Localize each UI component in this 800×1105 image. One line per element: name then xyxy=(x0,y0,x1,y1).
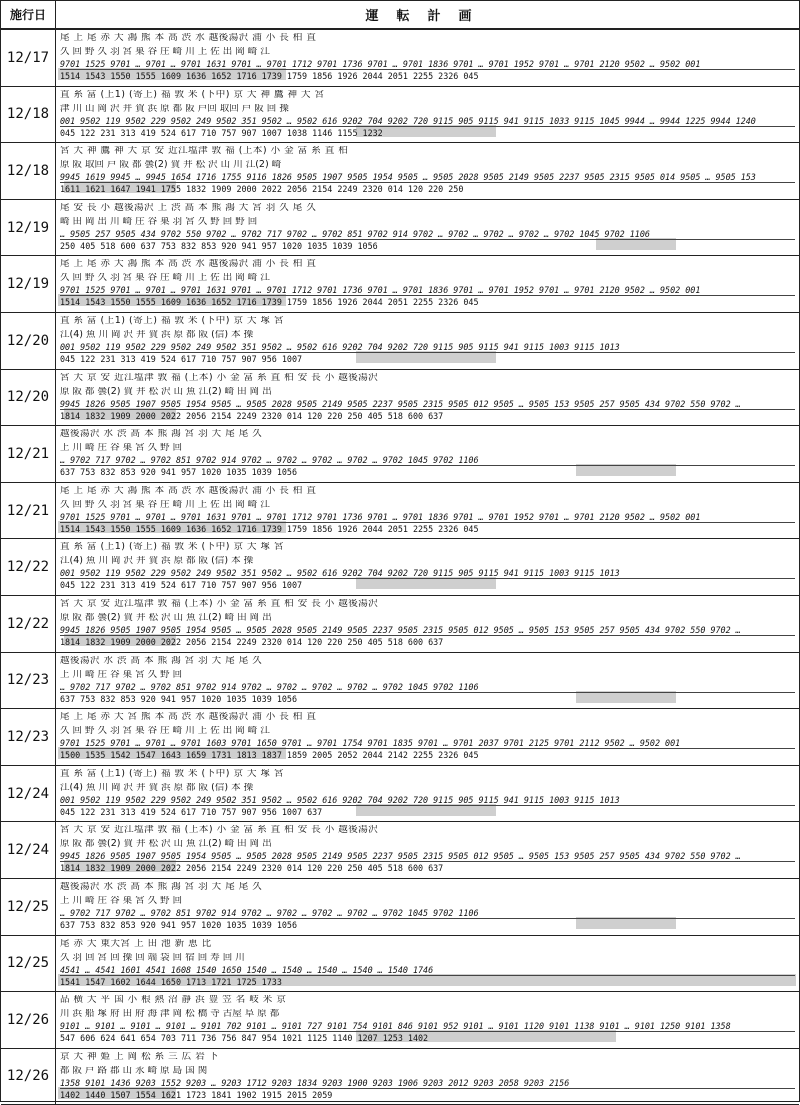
station-subnames: 江(4) 魚 川 岡 沢 井 賀 浜 原 都 阪 (信) 本 操 xyxy=(60,329,254,340)
date-cell: 12/17 xyxy=(1,30,56,86)
date-cell: 12/20 xyxy=(1,313,56,369)
times: 1514 1543 1550 1555 1609 1636 1652 1716 1739 1759 1856 1926 2044 2051 2255 2326 045 xyxy=(60,523,479,534)
date-cell: 12/26 xyxy=(1,992,56,1048)
plan-cell xyxy=(56,483,799,539)
schedule-row xyxy=(1,313,799,370)
station-names: 品 横 大 平 国 小 根 熱 沼 静 浜 豊 笠 名 岐 米 京 xyxy=(60,995,287,1006)
train-numbers: 001 9502 119 9502 229 9502 249 9502 351 9502 … 9502 616 9202 704 9202 720 9115 905 9115 941 9115 1003 9115 1013 xyxy=(60,342,795,353)
date-cell: 12/20 xyxy=(1,370,56,426)
station-subnames: 上 川 崎 庄 谷 巣 宮 久 野 回 xyxy=(60,895,183,906)
plan-cell xyxy=(56,256,799,312)
schedule-row xyxy=(1,822,799,879)
station-subnames: 原 阪 取回 戸 阪 都 曇(2) 賀 井 松 沢 山 川 江(2) 崎 xyxy=(60,160,282,171)
plan-cell xyxy=(56,143,799,199)
date-cell: 12/19 xyxy=(1,256,56,312)
page-title: 運転計画 xyxy=(365,9,490,24)
plan-cell xyxy=(56,936,799,992)
station-names: 直 糸 富 (上1) (寄上) 福 敦 米 (下中) 京 大 塚 宮 xyxy=(60,542,285,553)
schedule-row xyxy=(1,709,799,766)
times: 1514 1543 1550 1555 1609 1636 1652 1716 1739 1759 1856 1926 2044 2051 2255 2326 045 xyxy=(60,297,479,308)
times: 1402 1440 1507 1554 1621 1723 1841 1902 1915 2015 2059 xyxy=(60,1089,333,1100)
schedule-rows xyxy=(1,30,799,1105)
times: 045 122 231 313 419 524 617 710 757 907 1007 1038 1146 1155 1232 xyxy=(60,127,383,138)
times: 637 753 832 853 920 941 957 1020 1035 1039 1056 xyxy=(60,919,297,930)
train-numbers: 9945 1619 9945 … 9945 1654 1716 1755 9116 1826 9505 1907 9505 1954 9505 … 9505 2028 9505 2149 9505 2237 9505 2315 9505 014 9505 … 9505 153 xyxy=(60,172,795,183)
train-numbers: 9945 1826 9505 1907 9505 1954 9505 … 9505 2028 9505 2149 9505 2237 9505 2315 9505 012 9505 … 9505 153 9505 257 9505 434 9702 550 9702 … xyxy=(60,399,795,410)
station-subnames: 津 川 山 岡 沢 井 賀 浜 原 都 阪 戸回 取回 戸 阪 回 操 xyxy=(60,103,289,114)
date-cell: 12/24 xyxy=(1,766,56,822)
date-cell: 12/25 xyxy=(1,879,56,935)
plan-cell xyxy=(56,313,799,369)
date-cell: 12/22 xyxy=(1,596,56,652)
times: 045 122 231 313 419 524 617 710 757 907 956 1007 637 xyxy=(60,806,323,817)
station-subnames: 久 回 野 久 羽 宮 巣 谷 庄 崎 川 上 佐 出 岡 崎 江 xyxy=(60,273,270,284)
station-names: 宮 大 京 安 近江塩津 敦 福 (上本) 小 金 富 糸 直 柏 安 長 小 越後湯沢 xyxy=(60,825,379,836)
date-cell: 12/26 xyxy=(1,1049,56,1105)
plan-cell xyxy=(56,539,799,595)
station-subnames: 久 回 野 久 羽 宮 巣 谷 庄 崎 川 上 佐 出 岡 崎 江 xyxy=(60,726,270,737)
times: 250 405 518 600 637 753 832 853 920 941 957 1020 1035 1039 1056 xyxy=(60,240,378,251)
plan-cell xyxy=(56,992,799,1048)
train-numbers: 9701 1525 9701 … 9701 … 9701 1631 9701 … 9701 1712 9701 1736 9701 … 9701 1836 9701 … 9701 1952 9701 … 9701 2120 9502 … 9502 001 xyxy=(60,285,795,296)
schedule-row xyxy=(1,596,799,653)
station-names: 宮 大 京 安 近江塩津 敦 福 (上本) 小 金 富 糸 直 柏 安 長 小 越後湯沢 xyxy=(60,598,379,609)
station-names: 尾 上 尾 赤 大 鴻 熊 本 高 渋 水 越後湯沢 浦 小 長 柏 直 xyxy=(60,33,317,43)
train-numbers: … 9702 717 9702 … 9702 851 9702 914 9702 … 9702 … 9702 … 9702 … 9702 1045 9702 1106 xyxy=(60,682,795,693)
times: 1611 1621 1647 1941 1755 1832 1909 2000 2022 2056 2154 2249 2320 014 120 220 250 xyxy=(60,184,464,195)
station-names: 越後湯沢 水 渋 高 本 熊 鴻 宮 羽 大 尾 尾 久 xyxy=(60,655,263,666)
station-names: 尾 上 尾 赤 大 宮 熊 本 高 渋 水 越後湯沢 浦 小 長 柏 直 xyxy=(60,712,317,723)
train-numbers: 9701 1525 9701 … 9701 … 9701 1603 9701 1650 9701 … 9701 1754 9701 1835 9701 … 9701 2037 9701 2125 9701 2112 9502 … 9502 001 xyxy=(60,738,795,749)
station-subnames: 原 阪 都 曇(2) 賀 井 松 沢 山 魚 江(2) 崎 田 岡 出 xyxy=(60,839,272,850)
station-names: 尾 赤 大 東大宮 上 田 池 新 恵 比 xyxy=(60,938,212,949)
date-cell: 12/21 xyxy=(1,426,56,482)
schedule-row xyxy=(1,30,799,87)
station-names: 越後湯沢 水 渋 高 本 熊 鴻 宮 羽 大 尾 尾 久 xyxy=(60,881,263,892)
plan-cell xyxy=(56,30,799,86)
schedule-row xyxy=(1,1049,799,1105)
schedule-row xyxy=(1,483,799,540)
date-cell: 12/22 xyxy=(1,539,56,595)
plan-cell xyxy=(56,879,799,935)
schedule-row xyxy=(1,992,799,1049)
train-numbers: … 9702 717 9702 … 9702 851 9702 914 9702 … 9702 … 9702 … 9702 … 9702 1045 9702 1106 xyxy=(60,455,795,466)
date-cell: 12/25 xyxy=(1,936,56,992)
date-cell: 12/24 xyxy=(1,822,56,878)
train-numbers: 9701 1525 9701 … 9701 … 9701 1631 9701 … 9701 1712 9701 1736 9701 … 9701 1836 9701 … 9701 1952 9701 … 9701 2120 9502 … 9502 001 xyxy=(60,59,795,70)
station-names: 直 糸 富 (上1) (寄上) 福 敦 米 (下中) 京 大 塚 宮 xyxy=(60,315,285,326)
plan-cell xyxy=(56,653,799,709)
station-subnames: 川 浜 船 塚 府 田 府 海 津 岡 松 橋 寺 古屋 阜 原 都 xyxy=(60,1009,280,1020)
schedule-row xyxy=(1,143,799,200)
station-subnames: 久 羽 回 宮 回 操 回 端 袋 回 宿 回 寿 回 川 xyxy=(60,952,245,963)
station-subnames: 久 回 野 久 羽 宮 巣 谷 庄 崎 川 上 佐 出 岡 崎 江 xyxy=(60,499,270,510)
date-cell: 12/18 xyxy=(1,87,56,143)
schedule-row xyxy=(1,370,799,427)
station-subnames: 原 阪 都 曇(2) 賀 井 松 沢 山 魚 江(2) 崎 田 岡 出 xyxy=(60,386,272,397)
train-numbers: 001 9502 119 9502 229 9502 249 9502 351 9502 … 9502 616 9202 704 9202 720 9115 905 9115 941 9115 1033 9115 1045 9944 … 9944 1225 9944 1240 xyxy=(60,116,795,127)
station-subnames: 都 阪 戸 路 郡 山 永 崎 原 島 国 関 xyxy=(60,1065,208,1076)
times: 1500 1535 1542 1547 1643 1659 1731 1813 1837 1859 2005 2052 2044 2142 2255 2326 045 xyxy=(60,750,479,761)
times: 1814 1832 1909 2000 2022 2056 2154 2249 2320 014 120 220 250 405 518 600 637 xyxy=(60,863,444,874)
station-subnames: 崎 田 岡 出 川 崎 庄 谷 巣 羽 宮 久 野 回 野 回 xyxy=(60,216,258,227)
station-subnames: 久 回 野 久 羽 宮 巣 谷 庄 崎 川 上 佐 出 岡 崎 江 xyxy=(60,47,270,57)
train-numbers: 9701 1525 9701 … 9701 … 9701 1631 9701 … 9701 1712 9701 1736 9701 … 9701 1836 9701 … 9701 1952 9701 … 9701 2120 9502 … 9502 001 xyxy=(60,512,795,523)
station-subnames: 上 川 崎 庄 谷 巣 宮 久 野 回 xyxy=(60,669,183,680)
station-subnames: 上 川 崎 庄 谷 巣 宮 久 野 回 xyxy=(60,443,183,454)
train-numbers: 1358 9101 1436 9203 1552 9203 … 9203 1712 9203 1834 9203 1900 9203 1906 9203 2012 9203 2058 9203 2156 xyxy=(60,1078,795,1089)
station-names: 越後湯沢 水 渋 高 本 熊 鴻 宮 羽 大 尾 尾 久 xyxy=(60,429,263,440)
station-names: 宮 大 京 安 近江塩津 敦 福 (上本) 小 金 富 糸 直 柏 安 長 小 越後湯沢 xyxy=(60,372,379,383)
header-row xyxy=(1,1,799,30)
schedule-row xyxy=(1,87,799,144)
station-subnames: 江(4) 魚 川 岡 沢 井 賀 浜 原 都 阪 (信) 本 操 xyxy=(60,556,254,567)
date-cell: 12/21 xyxy=(1,483,56,539)
station-subnames: 江(4) 魚 川 岡 沢 井 賀 浜 原 都 阪 (信) 本 操 xyxy=(60,782,254,793)
train-numbers: 4541 … 4541 1601 4541 1608 1540 1650 1540 … 1540 … 1540 … 1540 … 1540 1746 xyxy=(60,965,795,976)
station-subnames: 原 阪 都 曇(2) 賀 井 松 沢 山 魚 江(2) 崎 田 岡 出 xyxy=(60,612,272,623)
date-cell: 12/19 xyxy=(1,200,56,256)
station-names: 宮 大 神 鷹 神 大 京 安 近江塩津 敦 福 (上本) 小 金 富 糸 直 柏 xyxy=(60,146,349,157)
schedule-row xyxy=(1,256,799,313)
times: 1541 1547 1602 1644 1650 1713 1721 1725 1733 xyxy=(60,976,282,987)
schedule-row xyxy=(1,879,799,936)
times: 1814 1832 1909 2000 2022 2056 2154 2249 2320 014 120 220 250 405 518 600 637 xyxy=(60,410,444,421)
times: 637 753 832 853 920 941 957 1020 1035 1039 1056 xyxy=(60,467,297,478)
station-names: 尾 上 尾 赤 大 鴻 熊 本 高 渋 水 越後湯沢 浦 小 長 柏 直 xyxy=(60,259,317,270)
train-numbers: 9945 1826 9505 1907 9505 1954 9505 … 9505 2028 9505 2149 9505 2237 9505 2315 9505 012 9505 … 9505 153 9505 257 9505 434 9702 550 9702 … xyxy=(60,625,795,636)
station-names: 尾 安 長 小 越後湯沢 上 渋 高 本 熊 鴻 大 宮 羽 久 尾 久 xyxy=(60,202,317,213)
plan-cell xyxy=(56,709,799,765)
plan-cell xyxy=(56,87,799,143)
times: 045 122 231 313 419 524 617 710 757 907 956 1007 xyxy=(60,580,303,591)
schedule-row xyxy=(1,653,799,710)
train-numbers: 001 9502 119 9502 229 9502 249 9502 351 9502 … 9502 616 9202 704 9202 720 9115 905 9115 941 9115 1003 9115 1013 xyxy=(60,795,795,806)
schedule-row xyxy=(1,426,799,483)
plan-cell xyxy=(56,200,799,256)
plan-cell xyxy=(56,1049,799,1105)
times: 045 122 231 313 419 524 617 710 757 907 956 1007 xyxy=(60,353,303,364)
station-names: 京 大 神 姫 上 岡 松 糸 三 広 岩 下 xyxy=(60,1051,219,1062)
schedule-row xyxy=(1,200,799,257)
train-numbers: … 9702 717 9702 … 9702 851 9702 914 9702 … 9702 … 9702 … 9702 … 9702 1045 9702 1106 xyxy=(60,908,795,919)
times: 1514 1543 1550 1555 1609 1636 1652 1716 1739 1759 1856 1926 2044 2051 2255 2326 045 xyxy=(60,71,479,81)
schedule-row xyxy=(1,539,799,596)
plan-cell xyxy=(56,426,799,482)
station-names: 直 糸 富 (上1) (寄上) 福 敦 米 (下中) 京 大 塚 宮 xyxy=(60,768,285,779)
date-cell: 12/23 xyxy=(1,709,56,765)
plan-cell xyxy=(56,370,799,426)
times: 637 753 832 853 920 941 957 1020 1035 1039 1056 xyxy=(60,693,297,704)
train-numbers: … 9505 257 9505 434 9702 550 9702 … 9702 717 9702 … 9702 851 9702 914 9702 … 9702 … 9702 … 9702 … 9702 1045 9702 1106 xyxy=(60,229,795,240)
station-names: 直 糸 富 (上1) (寄上) 福 敦 米 (下中) 京 大 神 鷹 神 大 宮 xyxy=(60,89,325,100)
schedule-row xyxy=(1,936,799,993)
train-numbers: 9945 1826 9505 1907 9505 1954 9505 … 9505 2028 9505 2149 9505 2237 9505 2315 9505 012 9505 … 9505 153 9505 257 9505 434 9702 550 9702 … xyxy=(60,851,795,862)
date-column-header: 施行日 xyxy=(1,1,56,28)
plan-cell xyxy=(56,822,799,878)
schedule-row xyxy=(1,766,799,823)
plan-cell xyxy=(56,596,799,652)
date-cell: 12/23 xyxy=(1,653,56,709)
train-numbers: 001 9502 119 9502 229 9502 249 9502 351 9502 … 9502 616 9202 704 9202 720 9115 905 9115 941 9115 1003 9115 1013 xyxy=(60,568,795,579)
station-names: 尾 上 尾 赤 大 鴻 熊 本 高 渋 水 越後湯沢 浦 小 長 柏 直 xyxy=(60,485,317,496)
times: 1814 1832 1909 2000 2022 2056 2154 2249 2320 014 120 220 250 405 518 600 637 xyxy=(60,636,444,647)
times: 547 606 624 641 654 703 711 736 756 847 954 1021 1125 1140 1207 1253 1402 xyxy=(60,1033,429,1044)
date-cell: 12/18 xyxy=(1,143,56,199)
train-numbers: 9101 … 9101 … 9101 … 9101 … 9101 702 9101 … 9101 727 9101 754 9101 846 9101 952 9101 … 9101 1120 9101 1138 9101 … 9101 1250 9101 1358 xyxy=(60,1021,795,1032)
plan-cell xyxy=(56,766,799,822)
